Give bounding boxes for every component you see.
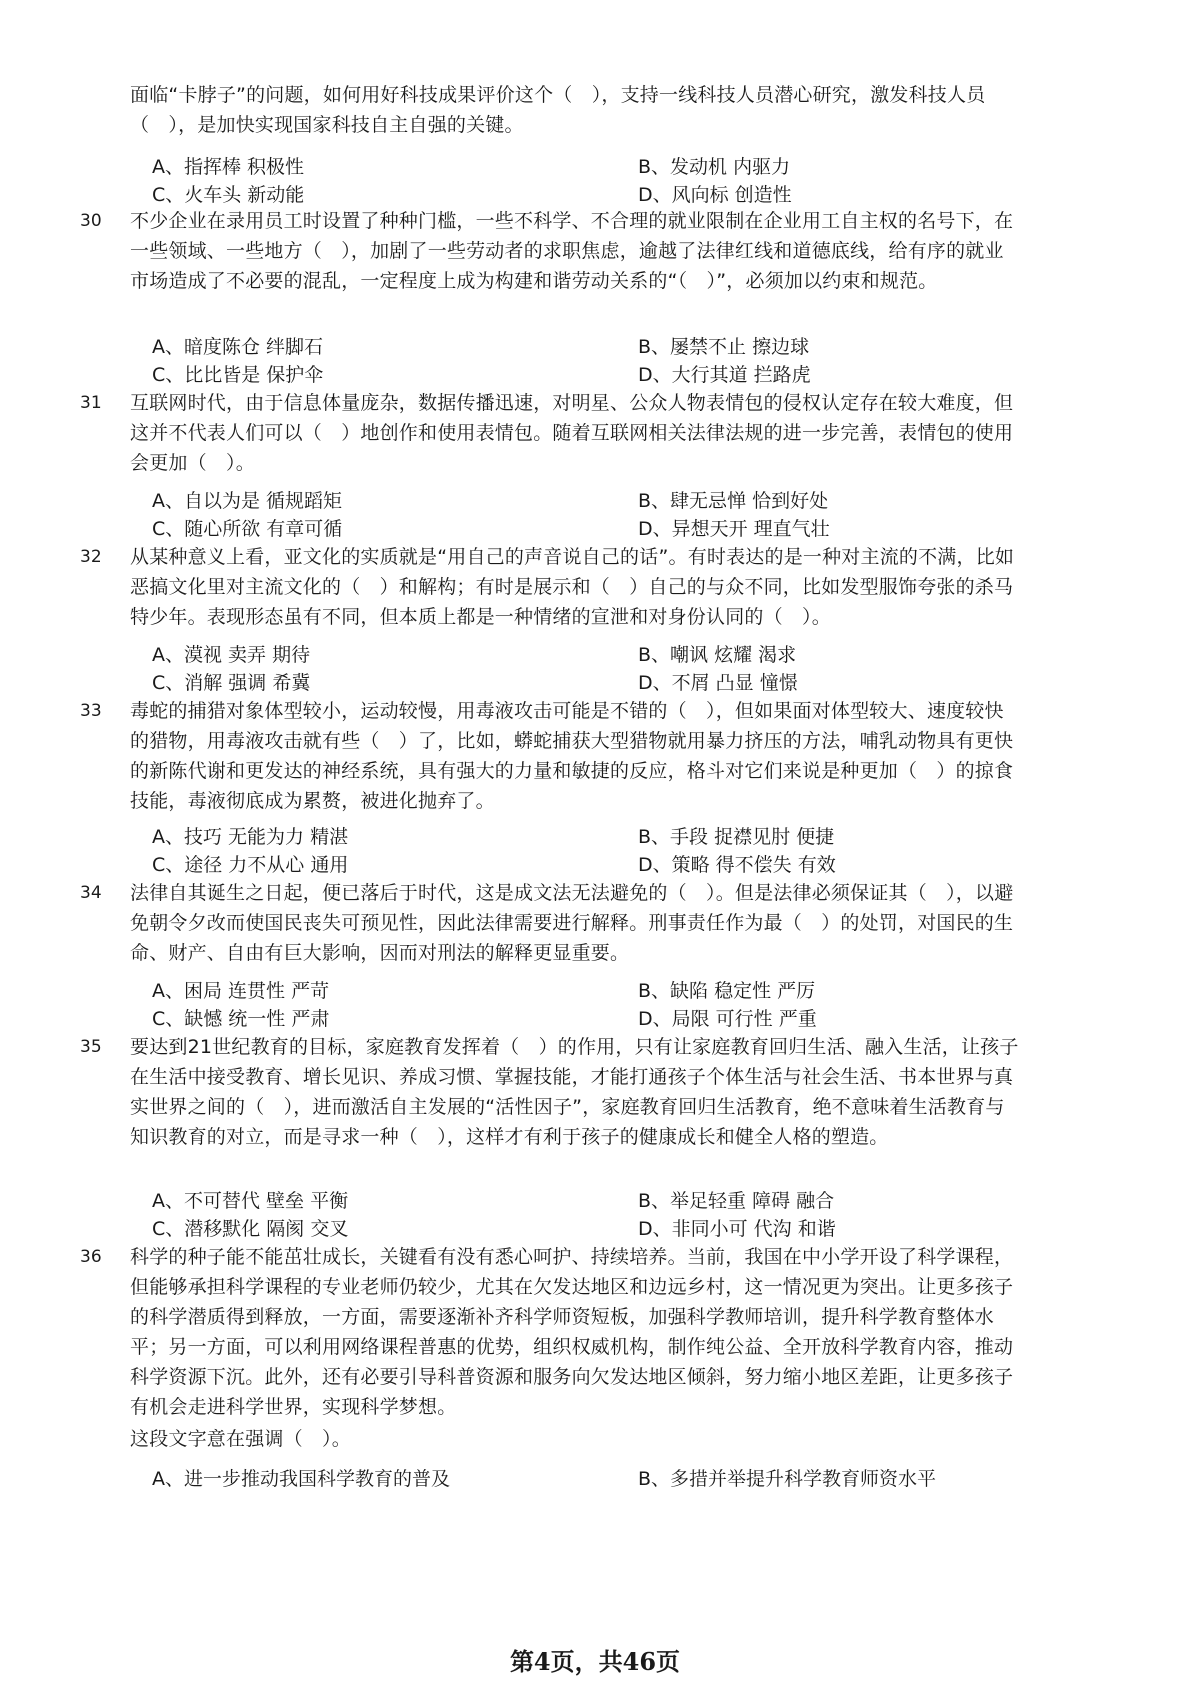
option-b: B、缺陷 稳定性 严厉 (638, 980, 816, 1002)
option-c: C、随心所欲 有章可循 (152, 518, 343, 540)
option-c: C、比比皆是 保护伞 (152, 364, 324, 386)
question-stem: 不少企业在录用员工时设置了种种门槛，一些不科学、不合理的就业限制在企业用工自主权的名号下，在一些领域、一些地方（ ），加剧了一些劳动者的求职焦虑，逾越了法律红线和道德底线，给有序的就业市场造成了不必要的混乱，一定程度上成为构建和谐劳动关系的“（ ）”，必须加以约束和规范。 (130, 210, 1014, 292)
page-footer: 第4页，共46页 (509, 1647, 681, 1676)
question-stem: 面临“卡脖子”的问题，如何用好科技成果评价这个（ ），支持一线科技人员潜心研究，激发科技人员（ ），是加快实现国家科技自主自强的关键。 (130, 84, 986, 136)
question-number: 31 (80, 393, 102, 413)
option-a: A、不可替代 壁垒 平衡 (152, 1190, 349, 1212)
option-c: C、消解 强调 希冀 (152, 672, 311, 694)
question-stem: 互联网时代，由于信息体量庞杂，数据传播迅速，对明星、公众人物表情包的侵权认定存在较大难度，但这并不代表人们可以（ ）地创作和使用表情包。随着互联网相关法律法规的进一步完善，表情包的使用会更加（ ）。 (130, 392, 1014, 474)
question-number: 30 (80, 211, 102, 231)
question-number: 34 (80, 883, 102, 903)
option-b: B、多措并举提升科学教育师资水平 (638, 1468, 937, 1490)
option-b: B、手段 捉襟见肘 便捷 (638, 826, 835, 848)
option-a: A、指挥棒 积极性 (152, 156, 305, 178)
option-c: C、途径 力不从心 通用 (152, 854, 349, 876)
option-c: C、潜移默化 隔阂 交叉 (152, 1218, 349, 1240)
option-c: C、火车头 新动能 (152, 184, 305, 206)
option-c: C、缺憾 统一性 严肃 (152, 1008, 330, 1030)
option-a: A、进一步推动我国科学教育的普及 (152, 1468, 450, 1490)
question-stem: 毒蛇的捕猎对象体型较小，运动较慢，用毒液攻击可能是不错的（ ），但如果面对体型较大、速度较快的猎物，用毒液攻击就有些（ ）了，比如，蟒蛇捕获大型猎物就用暴力挤压的方法，哺乳动物具有更快的新陈代谢和更发达的神经系统，具有强大的力量和敏捷的反应，格斗对它们来说是种更加（ ）的掠食技能，毒液彻底成为累赘，被进化抛弃了。 (130, 700, 1014, 812)
question-stem: 从某种意义上看，亚文化的实质就是“用自己的声音说自己的话”。有时表达的是一种对主流的不满，比如恶搞文化里对主流文化的（ ）和解构；有时是展示和（ ）自己的与众不同，比如发型服饰夸张的杀马特少年。表现形态虽有不同，但本质上都是一种情绪的宣泄和对身份认同的（ ）。 (130, 546, 1015, 628)
option-a: A、暗度陈仓 绊脚石 (152, 336, 324, 358)
question-number: 35 (80, 1037, 102, 1057)
option-a: A、漠视 卖弄 期待 (152, 644, 311, 666)
option-b: B、发动机 内驱力 (638, 156, 791, 178)
option-d: D、局限 可行性 严重 (638, 1008, 817, 1030)
question-number: 36 (80, 1247, 102, 1267)
question-number: 32 (80, 547, 102, 567)
option-d: D、大行其道 拦路虎 (638, 364, 811, 386)
option-d: D、异想天开 理直气壮 (638, 518, 830, 540)
option-b: B、屡禁不止 擦边球 (638, 336, 810, 358)
question-number: 33 (80, 701, 102, 721)
question-prompt: 这段文字意在强调（ ）。 (130, 1428, 351, 1450)
option-b: B、嘲讽 炫耀 渴求 (638, 644, 797, 666)
option-d: D、策略 得不偿失 有效 (638, 854, 836, 876)
question-stem: 科学的种子能不能茁壮成长，关键看有没有悉心呵护、持续培养。当前，我国在中小学开设了科学课程，但能够承担科学课程的专业老师仍较少，尤其在欠发达地区和边远乡村，这一情况更为突出。让更多孩子的科学潜质得到释放，一方面，需要逐渐补齐科学师资短板，加强科学教师培训，提升科学教育整体水平；另一方面，可以利用网络课程普惠的优势，组织权威机构，制作纯公益、全开放科学教育内容，推动科学资源下沉。此外，还有必要引导科普资源和服务向欠发达地区倾斜，努力缩小地区差距，让更多孩子有机会走进科学世界，实现科学梦想。 (130, 1246, 1014, 1418)
option-d: D、风向标 创造性 (638, 184, 792, 206)
question-stem: 要达到21世纪教育的目标，家庭教育发挥着（ ）的作用，只有让家庭教育回归生活、融入生活，让孩子在生活中接受教育、增长见识、养成习惯、掌握技能，才能打通孩子个体生活与社会生活、书本世界与真实世界之间的（ ），进而激活自主发展的“活性因子”，家庭教育回归生活教育，绝不意味着生活教育与知识教育的对立，而是寻求一种（ ），这样才有利于孩子的健康成长和健全人格的塑造。 (130, 1036, 1019, 1148)
option-a: A、技巧 无能为力 精湛 (152, 826, 349, 848)
option-b: B、肆无忌惮 恰到好处 (638, 490, 829, 512)
option-a: A、自以为是 循规蹈矩 (152, 490, 343, 512)
option-a: A、困局 连贯性 严苛 (152, 980, 330, 1002)
option-d: D、不屑 凸显 憧憬 (638, 672, 798, 694)
option-d: D、非同小可 代沟 和谐 (638, 1218, 836, 1240)
question-stem: 法律自其诞生之日起，便已落后于时代，这是成文法无法避免的（ ）。但是法律必须保证其（ ），以避免朝令夕改而使国民丧失可预见性，因此法律需要进行解释。刑事责任作为最（ ）的处罚，对国民的生命、财产、自由有巨大影响，因而对刑法的解释更显重要。 (130, 882, 1014, 964)
option-b: B、举足轻重 障碍 融合 (638, 1190, 835, 1212)
